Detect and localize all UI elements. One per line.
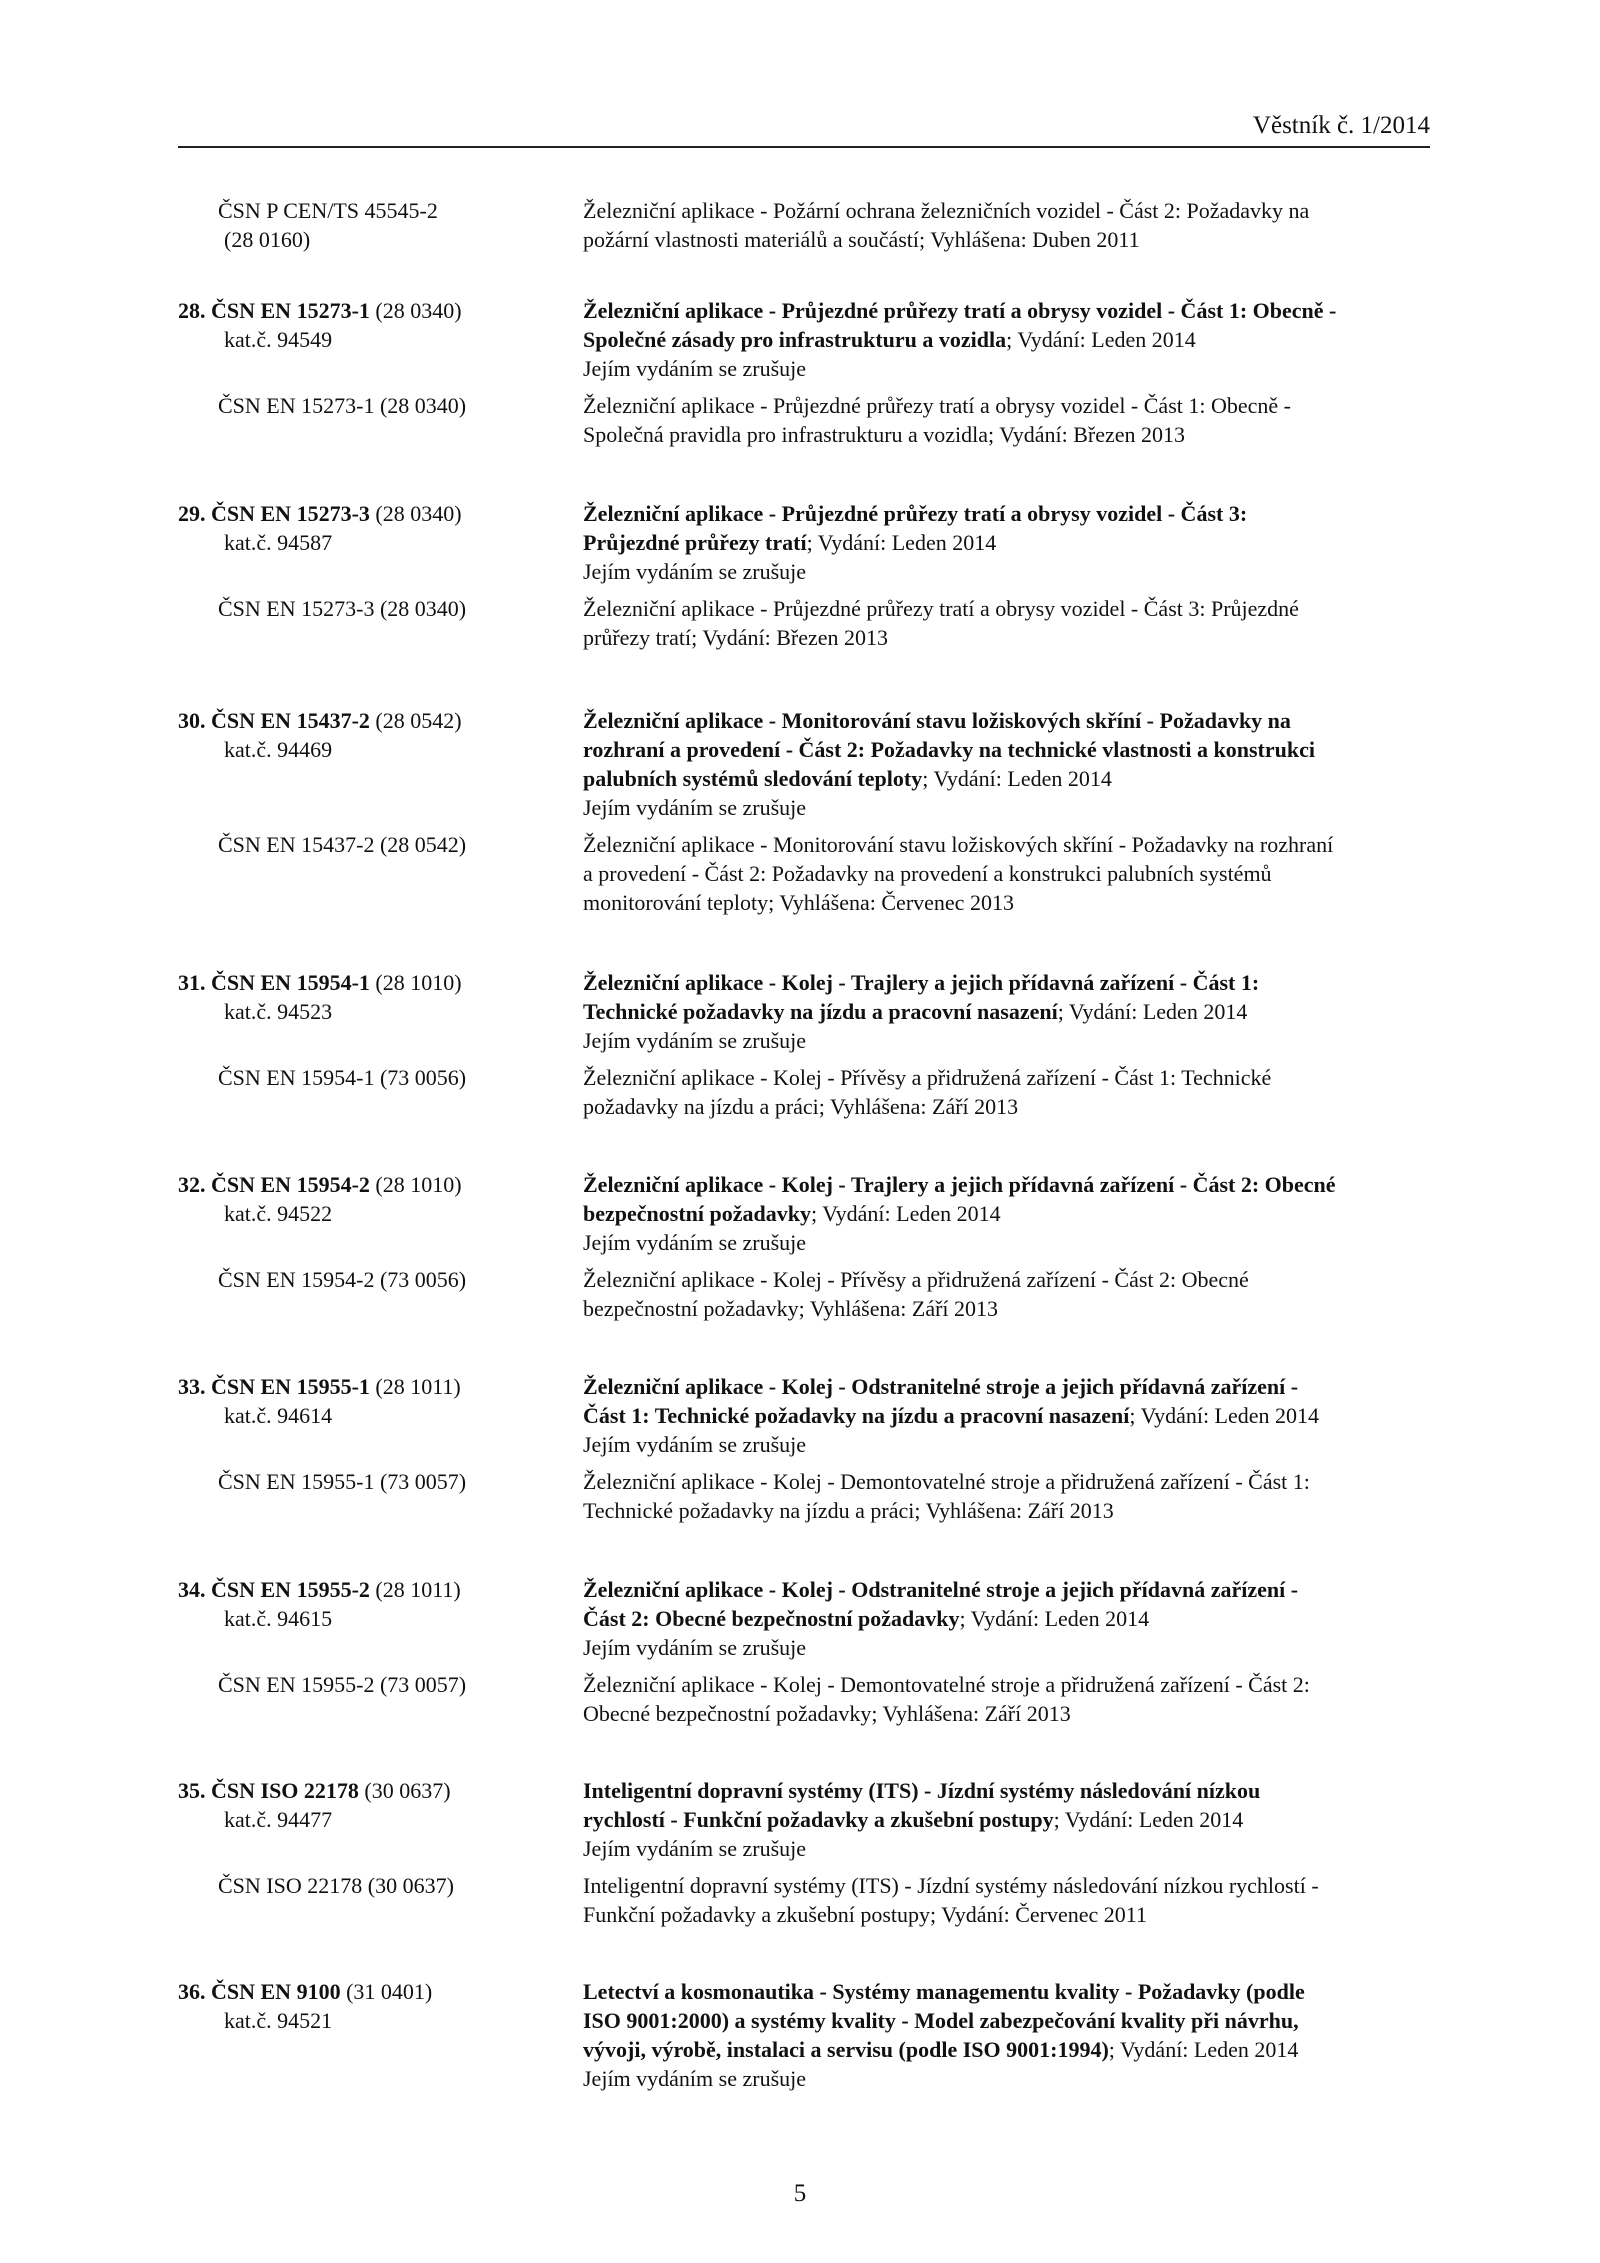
entry-title-line [583, 1805, 1433, 1834]
top-entry-title-line: Železniční aplikace - Požární ochrana železničních vozidel - Část 2: Požadavky na [583, 198, 1310, 223]
entry-title-text: rychlostí - Funkční požadavky a zkušební postupy [583, 1807, 1054, 1832]
superseded-title-line: Železniční aplikace - Kolej - Přívěsy a přidružená zařízení - Část 2: Obecné [583, 1267, 1249, 1292]
entry-code: ČSN EN 15955-1 [211, 1374, 370, 1399]
entry-title [583, 296, 1433, 383]
superseded-code: ČSN EN 15273-3 (28 0340) [218, 596, 467, 621]
entry-replaces-note: Jejím vydáním se zrušuje [583, 1028, 807, 1053]
entry-designation [178, 1776, 578, 1834]
entry-title-text: Železniční aplikace - Kolej - Odstranitelné stroje a jejich přídavná zařízení - [583, 1374, 1299, 1399]
top-entry-title-line: požární vlastnosti materiálů a součástí; Vyhlášena: Duben 2011 [583, 227, 1140, 252]
entry-class-number: (28 1010) [369, 970, 462, 995]
superseded-title-line: Funkční požadavky a zkušební postupy; Vydání: Červenec 2011 [583, 1902, 1147, 1927]
superseded-title [583, 1871, 1433, 1929]
superseded-title-line: bezpečnostní požadavky; Vyhlášena: Září 2013 [583, 1296, 999, 1321]
entry-designation [178, 296, 578, 354]
entry-designation-line [178, 968, 578, 997]
superseded-code: ČSN EN 15955-2 (73 0057) [218, 1672, 467, 1697]
entry-number: 30. [178, 708, 206, 733]
entry-replaces-note: Jejím vydáním se zrušuje [583, 795, 807, 820]
entry-title-line [583, 1575, 1433, 1604]
entry-title-line [583, 325, 1433, 354]
entry-class-number: (28 0340) [369, 298, 462, 323]
entry-number: 36. [178, 1979, 206, 2004]
entry-title-line [583, 1170, 1433, 1199]
entry-title [583, 968, 1433, 1055]
entry-replaces-note: Jejím vydáním se zrušuje [583, 559, 807, 584]
superseded-title-line: Inteligentní dopravní systémy (ITS) - Jízdní systémy následování nízkou rychlostí - [583, 1873, 1319, 1898]
superseded-designation [178, 1670, 578, 1699]
entry-title-line [583, 296, 1433, 325]
superseded-designation [178, 1063, 578, 1092]
entry-title-text: Železniční aplikace - Kolej - Trajlery a jejich přídavná zařízení - Část 2: Obecné [583, 1172, 1336, 1197]
entry-title [583, 1776, 1433, 1863]
entry-issue-date: ; Vydání: Leden 2014 [806, 530, 997, 555]
superseded-title [583, 1265, 1433, 1323]
entry-title [583, 1575, 1433, 1662]
entry-number: 32. [178, 1172, 206, 1197]
entry-title-text: Železniční aplikace - Kolej - Trajlery a jejich přídavná zařízení - Část 1: [583, 970, 1260, 995]
entry-issue-date: ; Vydání: Leden 2014 [1129, 1403, 1320, 1428]
entry-replaces-note: Jejím vydáním se zrušuje [583, 1836, 807, 1861]
entry-catalog-number: kat.č. 94615 [224, 1606, 333, 1631]
entry-designation-line [178, 1575, 578, 1604]
top-entry-class: (28 0160) [224, 227, 311, 252]
superseded-title-line: Železniční aplikace - Průjezdné průřezy tratí a obrysy vozidel - Část 1: Obecně - [583, 393, 1291, 418]
top-entry-code: ČSN P CEN/TS 45545-2 [218, 198, 438, 223]
entry-title [583, 1170, 1433, 1257]
entry-replaces-note: Jejím vydáním se zrušuje [583, 2066, 807, 2091]
superseded-title-line: Obecné bezpečnostní požadavky; Vyhlášena: Září 2013 [583, 1701, 1071, 1726]
superseded-title-line: Železniční aplikace - Kolej - Přívěsy a přidružená zařízení - Část 1: Technické [583, 1065, 1272, 1090]
entry-code: ČSN EN 15273-1 [211, 298, 370, 323]
entry-class-number: (28 1011) [369, 1374, 461, 1399]
superseded-designation [178, 1467, 578, 1496]
entry-issue-date: ; Vydání: Leden 2014 [810, 1201, 1001, 1226]
superseded-title-line: Železniční aplikace - Průjezdné průřezy tratí a obrysy vozidel - Část 3: Průjezdné [583, 596, 1299, 621]
entry-class-number: (28 0542) [369, 708, 462, 733]
journal-title: Věstník č. 1/2014 [1252, 112, 1430, 139]
entry-designation-line [178, 1170, 578, 1199]
superseded-designation [178, 1265, 578, 1294]
entry-code: ČSN ISO 22178 [211, 1778, 359, 1803]
entry-title-text: Železniční aplikace - Průjezdné průřezy tratí a obrysy vozidel - Část 3: [583, 501, 1248, 526]
entry-code: ČSN EN 15954-2 [211, 1172, 370, 1197]
entry-title-text: Společné zásady pro infrastrukturu a vozidla [583, 327, 1007, 352]
entry-designation-line [178, 1372, 578, 1401]
entry-catalog-number: kat.č. 94522 [224, 1201, 333, 1226]
entry-catalog-number: kat.č. 94614 [224, 1403, 333, 1428]
entry-issue-date: ; Vydání: Leden 2014 [1006, 327, 1196, 352]
entry-class-number: (28 1011) [369, 1577, 461, 1602]
entry-issue-date: ; Vydání: Leden 2014 [922, 766, 1112, 791]
entry-title [583, 706, 1433, 822]
entry-title-line [583, 1977, 1433, 2006]
top-entry-designation [178, 196, 578, 254]
entry-title-line [583, 1372, 1433, 1401]
entry-title-text: bezpečnostní požadavky [583, 1201, 811, 1226]
entry-title-text: Technické požadavky na jízdu a pracovní nasazení [583, 999, 1058, 1024]
entry-catalog-number: kat.č. 94477 [224, 1807, 333, 1832]
entry-designation [178, 1170, 578, 1228]
superseded-title-line: Železniční aplikace - Kolej - Demontovatelné stroje a přidružená zařízení - Část 2: [583, 1672, 1310, 1697]
superseded-title [583, 1063, 1433, 1121]
superseded-code: ČSN EN 15273-1 (28 0340) [218, 393, 467, 418]
superseded-title-line: a provedení - Část 2: Požadavky na provedení a konstrukci palubních systémů [583, 861, 1272, 886]
entry-title-line [583, 2006, 1433, 2035]
entry-title-line [583, 499, 1433, 528]
superseded-title [583, 1467, 1433, 1525]
entry-code: ČSN EN 15954-1 [211, 970, 370, 995]
entry-title-line [583, 997, 1433, 1026]
entry-number: 28. [178, 298, 206, 323]
entry-designation-line [178, 1977, 578, 2006]
entry-code: ČSN EN 15955-2 [211, 1577, 370, 1602]
entry-title-text: palubních systémů sledování teploty [583, 766, 923, 791]
superseded-code: ČSN EN 15955-1 (73 0057) [218, 1469, 467, 1494]
entry-class-number: (31 0401) [340, 1979, 433, 2004]
entry-replaces-note: Jejím vydáním se zrušuje [583, 1432, 807, 1457]
entry-title [583, 1977, 1433, 2093]
superseded-title-line: Železniční aplikace - Monitorování stavu ložiskových skříní - Požadavky na rozhraní [583, 832, 1334, 857]
header-rule [178, 146, 1430, 148]
entry-title-line [583, 1604, 1433, 1633]
superseded-code: ČSN ISO 22178 (30 0637) [218, 1873, 454, 1898]
superseded-title [583, 1670, 1433, 1728]
entry-title-text: Část 2: Obecné bezpečnostní požadavky [583, 1606, 960, 1631]
entry-designation-line [178, 296, 578, 325]
superseded-designation [178, 594, 578, 623]
entry-designation [178, 1575, 578, 1633]
entry-catalog-number: kat.č. 94521 [224, 2008, 333, 2033]
entry-designation-line [178, 1776, 578, 1805]
entry-title-text: Železniční aplikace - Kolej - Odstranitelné stroje a jejich přídavná zařízení - [583, 1577, 1299, 1602]
entry-designation-line [178, 706, 578, 735]
entry-number: 31. [178, 970, 206, 995]
entry-catalog-number: kat.č. 94587 [224, 530, 333, 555]
entry-replaces-note: Jejím vydáním se zrušuje [583, 1635, 807, 1660]
entry-class-number: (30 0637) [358, 1778, 451, 1803]
entry-number: 29. [178, 501, 206, 526]
entry-title-text: Letectví a kosmonautika - Systémy managementu kvality - Požadavky (podle [583, 1979, 1305, 2004]
superseded-title [583, 391, 1433, 449]
entry-title-line [583, 528, 1433, 557]
entry-code: ČSN EN 15273-3 [211, 501, 370, 526]
entry-title-text: Železniční aplikace - Monitorování stavu ložiskových skříní - Požadavky na [583, 708, 1291, 733]
entry-replaces-note: Jejím vydáním se zrušuje [583, 356, 807, 381]
superseded-title-line: monitorování teploty; Vyhlášena: Červenec 2013 [583, 890, 1014, 915]
page-number: 5 [793, 2180, 807, 2207]
entry-title-line [583, 735, 1433, 764]
entry-catalog-number: kat.č. 94523 [224, 999, 333, 1024]
superseded-designation [178, 391, 578, 420]
entry-catalog-number: kat.č. 94549 [224, 327, 333, 352]
superseded-code: ČSN EN 15437-2 (28 0542) [218, 832, 467, 857]
entry-number: 33. [178, 1374, 206, 1399]
entry-class-number: (28 1010) [369, 1172, 462, 1197]
superseded-code: ČSN EN 15954-2 (73 0056) [218, 1267, 467, 1292]
entry-title-line [583, 1776, 1433, 1805]
superseded-code: ČSN EN 15954-1 (73 0056) [218, 1065, 467, 1090]
superseded-title-line: Železniční aplikace - Kolej - Demontovatelné stroje a přidružená zařízení - Část 1: [583, 1469, 1310, 1494]
entry-title-line [583, 706, 1433, 735]
superseded-designation [178, 1871, 578, 1900]
superseded-title-line: požadavky na jízdu a práci; Vyhlášena: Září 2013 [583, 1094, 1019, 1119]
superseded-title [583, 594, 1433, 652]
entry-code: ČSN EN 9100 [211, 1979, 341, 2004]
entry-title-text: Železniční aplikace - Průjezdné průřezy tratí a obrysy vozidel - Část 1: Obecně - [583, 298, 1337, 323]
entry-class-number: (28 0340) [369, 501, 462, 526]
entry-title [583, 499, 1433, 586]
entry-title-text: vývoji, výrobě, instalaci a servisu (podle ISO 9001:1994) [583, 2037, 1109, 2062]
entry-title-line [583, 2035, 1433, 2064]
entry-issue-date: ; Vydání: Leden 2014 [1108, 2037, 1299, 2062]
entry-issue-date: ; Vydání: Leden 2014 [1053, 1807, 1244, 1832]
entry-designation [178, 706, 578, 764]
entry-replaces-note: Jejím vydáním se zrušuje [583, 1230, 807, 1255]
entry-designation [178, 499, 578, 557]
entry-designation [178, 968, 578, 1026]
entry-issue-date: ; Vydání: Leden 2014 [1057, 999, 1248, 1024]
entry-title-text: ISO 9001:2000) a systémy kvality - Model zabezpečování kvality při návrhu, [583, 2008, 1299, 2033]
superseded-designation [178, 830, 578, 859]
entry-title-text: Inteligentní dopravní systémy (ITS) - Jízdní systémy následování nízkou [583, 1778, 1261, 1803]
entry-title-line [583, 1199, 1433, 1228]
entry-code: ČSN EN 15437-2 [211, 708, 370, 733]
entry-designation-line [178, 499, 578, 528]
entry-title-text: Průjezdné průřezy tratí [583, 530, 807, 555]
entry-title-line [583, 1401, 1433, 1430]
entry-issue-date: ; Vydání: Leden 2014 [959, 1606, 1150, 1631]
entry-number: 35. [178, 1778, 206, 1803]
superseded-title-line: průřezy tratí; Vydání: Březen 2013 [583, 625, 889, 650]
entry-designation [178, 1977, 578, 2035]
entry-designation [178, 1372, 578, 1430]
superseded-title-line: Technické požadavky na jízdu a práci; Vyhlášena: Září 2013 [583, 1498, 1114, 1523]
top-entry-title [583, 196, 1433, 254]
superseded-title [583, 830, 1433, 917]
superseded-title-line: Společná pravidla pro infrastrukturu a vozidla; Vydání: Březen 2013 [583, 422, 1185, 447]
entry-number: 34. [178, 1577, 206, 1602]
entry-title-text: rozhraní a provedení - Část 2: Požadavky na technické vlastnosti a konstrukci [583, 737, 1315, 762]
entry-catalog-number: kat.č. 94469 [224, 737, 333, 762]
entry-title-line [583, 968, 1433, 997]
entry-title-text: Část 1: Technické požadavky na jízdu a pracovní nasazení [583, 1403, 1130, 1428]
entry-title-line [583, 764, 1433, 793]
entry-title [583, 1372, 1433, 1459]
